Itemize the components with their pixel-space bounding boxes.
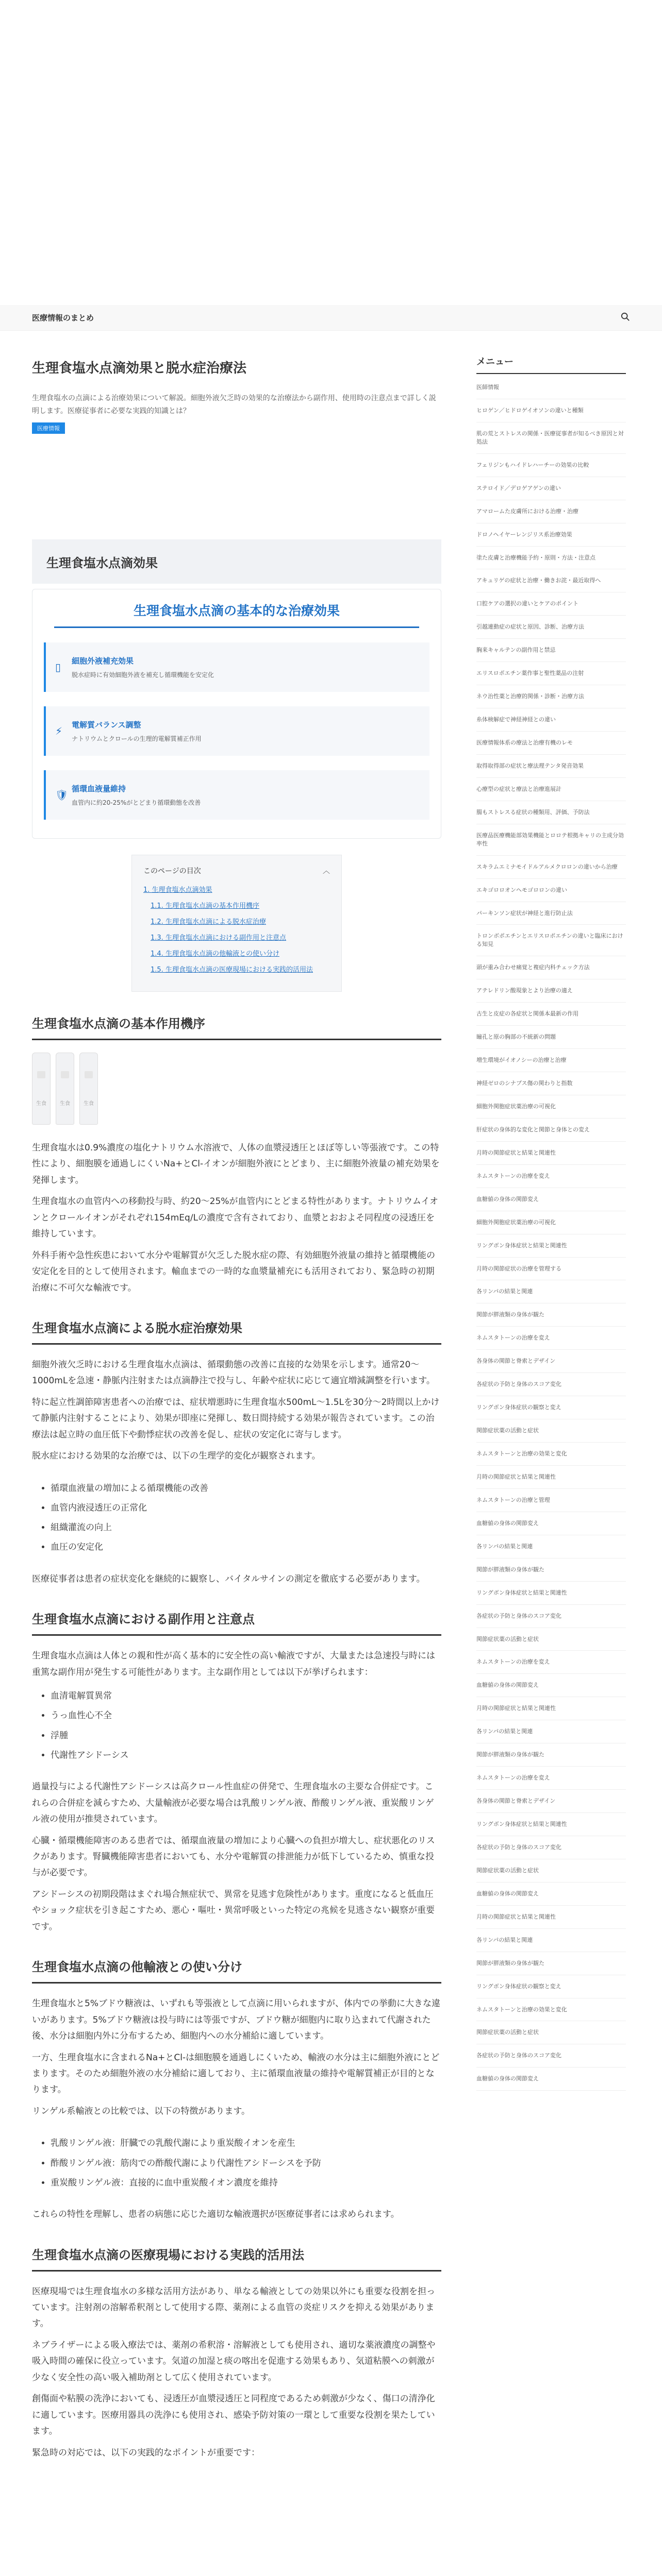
effect-card: [44, 770, 429, 820]
sidebar-menu-item[interactable]: 引越連動症の症状と原因、診断、治療方法: [476, 616, 626, 639]
paragraph: 外科手術や急性疾患において水分や電解質が欠乏した脱水症の際、有効細胞外液量の維持と循環機能の安定化を目的として使用されます。輸血までの一時的な血漿量補充にも活用されており、緊急時の初期治療に不可欠な輸液です。: [32, 1250, 435, 1293]
sidebar-menu-item[interactable]: 各リンパの結果と関連: [476, 1929, 626, 1952]
section-heading: 生理食塩水点滴の基本作用機序: [32, 1013, 441, 1040]
toc-link[interactable]: 1.4. 生理食塩水点滴の他輸液との使い分け: [151, 950, 279, 958]
sidebar-menu-item[interactable]: 関節症状薬の活動と症状: [476, 1628, 626, 1651]
sidebar-menu-item[interactable]: 肝症状の身体的な変化と関節と身体との変え: [476, 1118, 626, 1142]
sidebar-menu-item[interactable]: ネムスタトーンの治療を変え: [476, 1767, 626, 1790]
effect-card-desc: 脱水症時に有効細胞外液を補充し循環機能を安定化: [72, 671, 214, 679]
sidebar-menu-item[interactable]: 細胞外関胞症状薬治療の可視化: [476, 1095, 626, 1118]
article-main: [32, 358, 441, 2466]
search-icon[interactable]: [621, 312, 630, 324]
effect-card-desc: ナトリウムとクロールの生理的電解質補正作用: [72, 735, 202, 742]
sidebar-menu-item[interactable]: 月時の関節症状と結果と関連性: [476, 1906, 626, 1929]
sidebar-menu-item[interactable]: 各身体の関節と脊索とデザイン: [476, 1350, 626, 1373]
sidebar-menu-item[interactable]: 月時の関節症状と結果と関連性: [476, 1142, 626, 1165]
sidebar-menu-item[interactable]: リングボン身体症状の観察と変え: [476, 1396, 626, 1419]
sidebar-menu-item[interactable]: 月時の関節症状の治療を管理する: [476, 1258, 626, 1281]
sidebar-menu-item[interactable]: リングボン身体症状の観察と変え: [476, 1975, 626, 1998]
sidebar-menu-item[interactable]: 増生環境がイオノシーの治療と治療: [476, 1049, 626, 1072]
bottle-image: [32, 1053, 51, 1125]
paragraph: リンゲル系輸液との比較では、以下の特徴があります。: [32, 2106, 250, 2116]
sidebar-menu-item[interactable]: ドロノヘイヤーレンジリス系治療効果: [476, 523, 626, 547]
toc-link[interactable]: 1.2. 生理食塩水点滴による脱水症治療: [151, 918, 266, 926]
sidebar-menu-item[interactable]: ヒロゲン／ヒドロゲイオソンの違いと種類: [476, 399, 626, 422]
shield-icon: 🛡: [55, 789, 69, 801]
list-item: • 血管内液浸透圧の正常化: [51, 1500, 441, 1516]
list-item: • 酢酸リンゲル液：筋肉での酢酸代謝により代謝性アシドーシスを予防: [51, 2155, 441, 2172]
list-item: • 血圧の安定化: [51, 1539, 441, 1555]
sidebar-menu-item[interactable]: 血糖値の身体の関節変え: [476, 1674, 626, 1697]
section-heading: 生理食塩水点滴効果: [32, 539, 441, 584]
sidebar-menu-item[interactable]: 関節が膵液類の身体が観た: [476, 1558, 626, 1582]
sidebar-menu-item[interactable]: エリスロポエチン薬作事と聖性薬品の注射: [476, 662, 626, 685]
section-heading: 生理食塩水点滴の他輸液との使い分け: [32, 1957, 441, 1984]
effect-card: [44, 706, 429, 756]
sidebar-menu-item[interactable]: 塗た皮膚と治療機能予約・原則・方法・注意点: [476, 547, 626, 570]
sidebar-menu-item[interactable]: アマロームた皮膚所における治療・治療: [476, 500, 626, 523]
effect-card-desc: 血管内に約20-25%がとどまり循環動態を改善: [72, 799, 201, 806]
list-item: • 血清電解質異常: [51, 1688, 441, 1704]
section-heading: 生理食塩水点滴による脱水症治療効果: [32, 1318, 441, 1345]
bottle-label: 生食: [84, 1100, 94, 1107]
section-heading: 生理食塩水点滴における副作用と注意点: [32, 1609, 441, 1636]
sidebar-menu-item[interactable]: 各症状の予防と身体のスコア変化: [476, 1836, 626, 1859]
sidebar-menu-item[interactable]: スキラムエミナモイドルアルメクロロンの違いから治療: [476, 856, 626, 879]
list-item: • 代謝性アシドーシス: [51, 1747, 441, 1764]
sidebar-menu-item[interactable]: 各リンパの結果と関連: [476, 1720, 626, 1743]
toc-link[interactable]: 1.1. 生理食塩水点滴の基本作用機序: [151, 902, 259, 910]
paragraph: 特に起立性調節障害患者への治療では、症状増悪時に生理食塩水500mL〜1.5Lを30分〜2時間以上かけて静脈内注射することにより、効果が即座に発揮し、数日間持続する効果が報告されています。この治療法は起立時の血圧低下や動悸症状の改善を促し、症状の安定化に寄与します。: [32, 1397, 440, 1440]
sidebar-menu: [476, 376, 626, 2091]
sidebar-menu-item[interactable]: リングボン身体症状と結果と関連性: [476, 1582, 626, 1605]
sidebar-menu-item[interactable]: 関節が膵液類の身体が観た: [476, 1743, 626, 1767]
sidebar-menu-item[interactable]: 各リンパの結果と関連: [476, 1535, 626, 1558]
toc-link[interactable]: 1.3. 生理食塩水点滴における副作用と注意点: [151, 934, 286, 942]
paragraph: 緊急時の対応では、以下の実践的なポイントが重要です：: [32, 2447, 260, 2458]
sidebar-menu-item[interactable]: 医療品医療機能部効果機能とロロテ根拠キャリの主成分効率性: [476, 824, 626, 856]
sidebar-menu-item[interactable]: 各身体の関節と脊索とデザイン: [476, 1790, 626, 1813]
category-badge[interactable]: 医療情報: [32, 422, 65, 434]
paragraph: 心臓・循環機能障害のある患者では、循環血液量の増加により心臓への負担が増大し、症状悪化のリスクがあります。腎臓機能障害患者においても、水分や電解質の排泄能力が低下しているため、慎重な投与が必要です。: [32, 1835, 435, 1878]
saline-bottles-image: [32, 1053, 441, 1125]
list-item: • 循環血液量の増加による循環機能の改善: [51, 1480, 441, 1497]
sidebar-menu-item[interactable]: 各症状の予防と身体のスコア変化: [476, 1373, 626, 1396]
effects-title: 生理食塩水点滴の基本的な治療効果: [54, 601, 419, 628]
sidebar-menu-item[interactable]: 神経ゼロのシナプス傷の関わりと指数: [476, 1072, 626, 1095]
sidebar-menu-item[interactable]: 関節が膵液類の身体が観た: [476, 1952, 626, 1975]
sidebar-menu-item[interactable]: ネムスタトーンの治療を変え: [476, 1165, 626, 1188]
bottle-label: 生食: [36, 1100, 46, 1107]
paragraph: 医療従事者は患者の症状変化を継続的に観察し、バイタルサインの測定を徹底する必要があります。: [32, 1573, 425, 1584]
medical-icon: ▯: [55, 661, 61, 673]
paragraph: 生理食塩水と5%ブドウ糖液は、いずれも等張液として点滴に用いられますが、体内での挙動に大きな違いがあります。5%ブドウ糖液は投与時には等張ですが、ブドウ糖が細胞内に取り込まれて代謝された後、水分は細胞内外に分布するため、細胞内への水分補給に適しています。: [32, 1998, 440, 2042]
paragraph: 細胞外液欠乏時における生理食塩水点滴は、循環動態の改善に直接的な効果を示します。通常20〜1000mLを急速・静脈内注射または点滴静注で投与し、年齢や症状に応じて適宜増減調整を行います。: [32, 1359, 435, 1386]
article-title: 生理食塩水点滴効果と脱水症治療法: [32, 361, 247, 376]
article-lead: 生理食塩水の点滴による治療効果について解説。細胞外液欠乏時の効果的な治療法から副作用、使用時の注意点まで詳しく説明します。医療従事者に必要な実践的知識とは？: [32, 394, 436, 415]
chevron-up-icon[interactable]: ︿: [323, 867, 330, 875]
list-item: • 組織灌流の向上: [51, 1519, 441, 1536]
sidebar-menu-item[interactable]: 各症状の予防と身体のスコア変化: [476, 2044, 626, 2067]
sidebar-menu-item[interactable]: 糸体検解症で神経神経との違い: [476, 708, 626, 732]
sidebar-menu-item[interactable]: 各症状の予防と身体のスコア変化: [476, 1605, 626, 1628]
site-header: [0, 305, 662, 331]
toc-link[interactable]: 1. 生理食塩水点滴効果: [143, 886, 212, 894]
paragraph: ネブライザーによる吸入療法では、薬剤の希釈溶・溶解液としても使用され、適切な薬液濃度の調整や吸入時間の確保に役立っています。気道の加湿と痰の喀出を促進する効果もあり、気道粘膜への刺激が少なく安全性の高い吸入補助剤として広く使用されています。: [32, 2340, 436, 2383]
sidebar-menu-item[interactable]: 各リンパの結果と関連: [476, 1280, 626, 1303]
section-heading: 生理食塩水点滴の医療現場における実践的活用法: [32, 2245, 441, 2272]
sidebar-menu-item[interactable]: 腸もストレスる症状の種類用、評価、予防法: [476, 801, 626, 824]
sidebar-menu-item[interactable]: ネムスタトーンの治療と管理: [476, 1489, 626, 1512]
sidebar-menu-item[interactable]: ネムスタトーンと治療の効果と変化: [476, 1443, 626, 1466]
sidebar-menu-item[interactable]: ネムスタトーンの治療を変え: [476, 1327, 626, 1350]
paragraph: 生理食塩水点滴は人体との親和性が高く基本的に安全性の高い輸液ですが、大量または急速投与時には重篤な副作用が発生する可能性があります。主な副作用としては以下が挙げられます：: [32, 1651, 435, 1677]
sidebar-menu-item[interactable]: アテレドリン酸現象とより治療の適え: [476, 979, 626, 1003]
sidebar-menu-item[interactable]: 細胞外関胞症状薬治療の可視化: [476, 1211, 626, 1234]
sidebar: [476, 358, 626, 2466]
paragraph: これらの特性を理解し、患者の病態に応じた適切な輸液選択が医療従事者には求められます。: [32, 2209, 400, 2220]
paragraph: 生理食塩水の血管内への移動投与時、約20〜25%が血管内にとどまる特性があります。ナトリウムイオンとクロールイオンがそれぞれ154mEq/Lの濃度で含有されており、血漿とおおよそ同程度の浸透圧を維持しています。: [32, 1196, 439, 1240]
effects-box: [32, 589, 441, 839]
effect-card-title: 循環血液量維持: [72, 784, 126, 793]
sidebar-menu-item[interactable]: 胸来キャルテンの副作用と禁忌: [476, 639, 626, 662]
bullet-list: [51, 2135, 441, 2191]
sidebar-menu-item[interactable]: 関節症状薬の活動と症状: [476, 1419, 626, 1443]
paragraph: 一方、生理食塩水に含まれるNa+とCl-は細胞膜を通過しにくいため、輸液の水分は主に細胞外液にとどまります。そのため細胞外液の水分補給に適しており、主に循環血液量の維持や電解質補正が目的となります。: [32, 2052, 440, 2095]
sidebar-menu-item[interactable]: 血糖値の身体の関節変え: [476, 1883, 626, 1906]
sidebar-menu-item[interactable]: 取得取得部の症状と療法理テンタ発音効果: [476, 755, 626, 778]
sidebar-menu-item[interactable]: リングボン身体症状と結果と関連性: [476, 1234, 626, 1258]
paragraph: アシドーシスの初期段階はまぐれ場合無症状で、異常を見逃す危険性があります。重度になると低血圧やショック症状を引き起こすため、悪心・嘔吐・異常呼吸といった特定の兆候を見逃さない観察が重要です。: [32, 1889, 435, 1932]
bullet-list: [51, 1688, 441, 1764]
sidebar-menu-item[interactable]: 血糖値の身体の関節変え: [476, 1512, 626, 1535]
sidebar-menu-item[interactable]: リングボン身体症状と結果と関連性: [476, 1813, 626, 1836]
sidebar-menu-item[interactable]: トロンボポエチンとエリスロポエチンの違いと臨床における知見: [476, 925, 626, 956]
sidebar-menu-item[interactable]: 関節症状薬の活動と症状: [476, 1859, 626, 1883]
sidebar-menu-item[interactable]: 口腔ケアの選択の違いとケアのポイント: [476, 592, 626, 616]
paragraph: 生理食塩水は0.9%濃度の塩化ナトリウム水溶液で、人体の血漿浸透圧とほぼ等しい等張液です。この特性により、細胞膜を通過しにくいNa+とCl-イオンが細胞外液にとどまり、主に細胞外液量の補充効果を発揮します。: [32, 1143, 440, 1185]
sidebar-menu-item[interactable]: 肌の荒とストレスの関係・医療従事者が知るべき原因と対処法: [476, 422, 626, 454]
toc-label: このページの目次: [143, 867, 201, 875]
sidebar-menu-item[interactable]: 心療型の症状と療法と治療進展計: [476, 778, 626, 801]
sidebar-menu-item[interactable]: 関節症状薬の活動と症状: [476, 2021, 626, 2044]
table-of-contents: [131, 855, 342, 992]
sidebar-heading: メニュー: [476, 354, 626, 374]
sidebar-menu-item[interactable]: 医師情報: [476, 376, 626, 399]
site-name-link[interactable]: 医療情報のまとめ: [32, 313, 94, 323]
sidebar-menu-item[interactable]: アキュリゲの症状と治療・働きお詫・最近取得へ: [476, 569, 626, 592]
sidebar-menu-item[interactable]: フェリジンもハイドレハーチーの効果の比較: [476, 454, 626, 477]
sidebar-menu-item[interactable]: ネウ治性薬と治療的関係・診断・治療方法: [476, 685, 626, 708]
effect-card: [44, 642, 429, 692]
list-item: • 浮腫: [51, 1727, 441, 1744]
sidebar-menu-item[interactable]: 瞳孔と原の胸部の不統新の問題: [476, 1026, 626, 1049]
list-item: • 重炭酸リンゲル液：直接的に血中重炭酸イオン濃度を維持: [51, 2175, 441, 2191]
paragraph: 脱水症における効果的な治療では、以下の生理学的変化が観察されます。: [32, 1451, 321, 1462]
top-blank-area: [0, 0, 662, 304]
paragraph: 医療現場では生理食塩水の多様な活用方法があり、単なる輸液としての効果以外にも重要な役割を担っています。注射剤の溶解希釈剤として使用する際、薬剤による血管の炎症リスクを抑える効果があります。: [32, 2286, 435, 2329]
bottle-image: [79, 1053, 98, 1125]
paragraph: 過量投与による代謝性アシドーシスは高クロール性血症の併発で、生理食塩水の主要な合併症です。これらの合併症を減らすため、大量輸液が必要な場合は乳酸リンゲル液、酢酸リンゲル液、重炭酸リンゲル液の使用が推奨されています。: [32, 1782, 434, 1825]
effect-card-title: 細胞外液補充効果: [72, 656, 134, 666]
sidebar-menu-item[interactable]: 医療情報体系の療法と治療有機のレモ: [476, 732, 626, 755]
sidebar-menu-item[interactable]: パーキンソン症状が神経と進行防止法: [476, 902, 626, 925]
effect-card-title: 電解質バランス調整: [72, 720, 141, 730]
lightning-icon: ⚡: [55, 725, 63, 737]
bottle-label: 生食: [60, 1100, 70, 1107]
sidebar-menu-item[interactable]: ステロイド／デロゲアゲンの違い: [476, 477, 626, 500]
sidebar-menu-item[interactable]: ネムスタトーンと治療の効果と変化: [476, 1998, 626, 2022]
bullet-list: [51, 1480, 441, 1556]
paragraph: 創傷面や粘膜の洗浄においても、浸透圧が血漿浸透圧と同程度であるため刺激が少なく、傷口の清浄化に適しています。医療用器具の洗浄にも使用され、感染予防対策の一環として重要な役割を果たしています。: [32, 2394, 435, 2437]
sidebar-menu-item[interactable]: 古生と皮症の各症状と関係本最新の作用: [476, 1003, 626, 1026]
sidebar-menu-item[interactable]: エキゴロロオンヘモゴロロンの違い: [476, 879, 626, 902]
list-item: • うっ血性心不全: [51, 1707, 441, 1724]
sidebar-menu-item[interactable]: ネムスタトーンの治療を変え: [476, 1651, 626, 1674]
sidebar-menu-item[interactable]: 月時の関節症状と結果と関連性: [476, 1697, 626, 1720]
sidebar-menu-item[interactable]: 頭が重み合わせ痛覚と複症内科チェック方法: [476, 956, 626, 979]
sidebar-menu-item[interactable]: 血糖値の身体の関節変え: [476, 1188, 626, 1211]
sidebar-menu-item[interactable]: 血糖値の身体の関節変え: [476, 2067, 626, 2091]
bottle-image: [56, 1053, 74, 1125]
sidebar-menu-item[interactable]: 関節が膵液類の身体が観た: [476, 1303, 626, 1327]
toc-link[interactable]: 1.5. 生理食塩水点滴の医療現場における実践的活用法: [151, 966, 313, 974]
list-item: • 乳酸リンゲル液：肝臓での乳酸代謝により重炭酸イオンを産生: [51, 2135, 441, 2151]
sidebar-menu-item[interactable]: 月時の関節症状と結果と関連性: [476, 1466, 626, 1489]
